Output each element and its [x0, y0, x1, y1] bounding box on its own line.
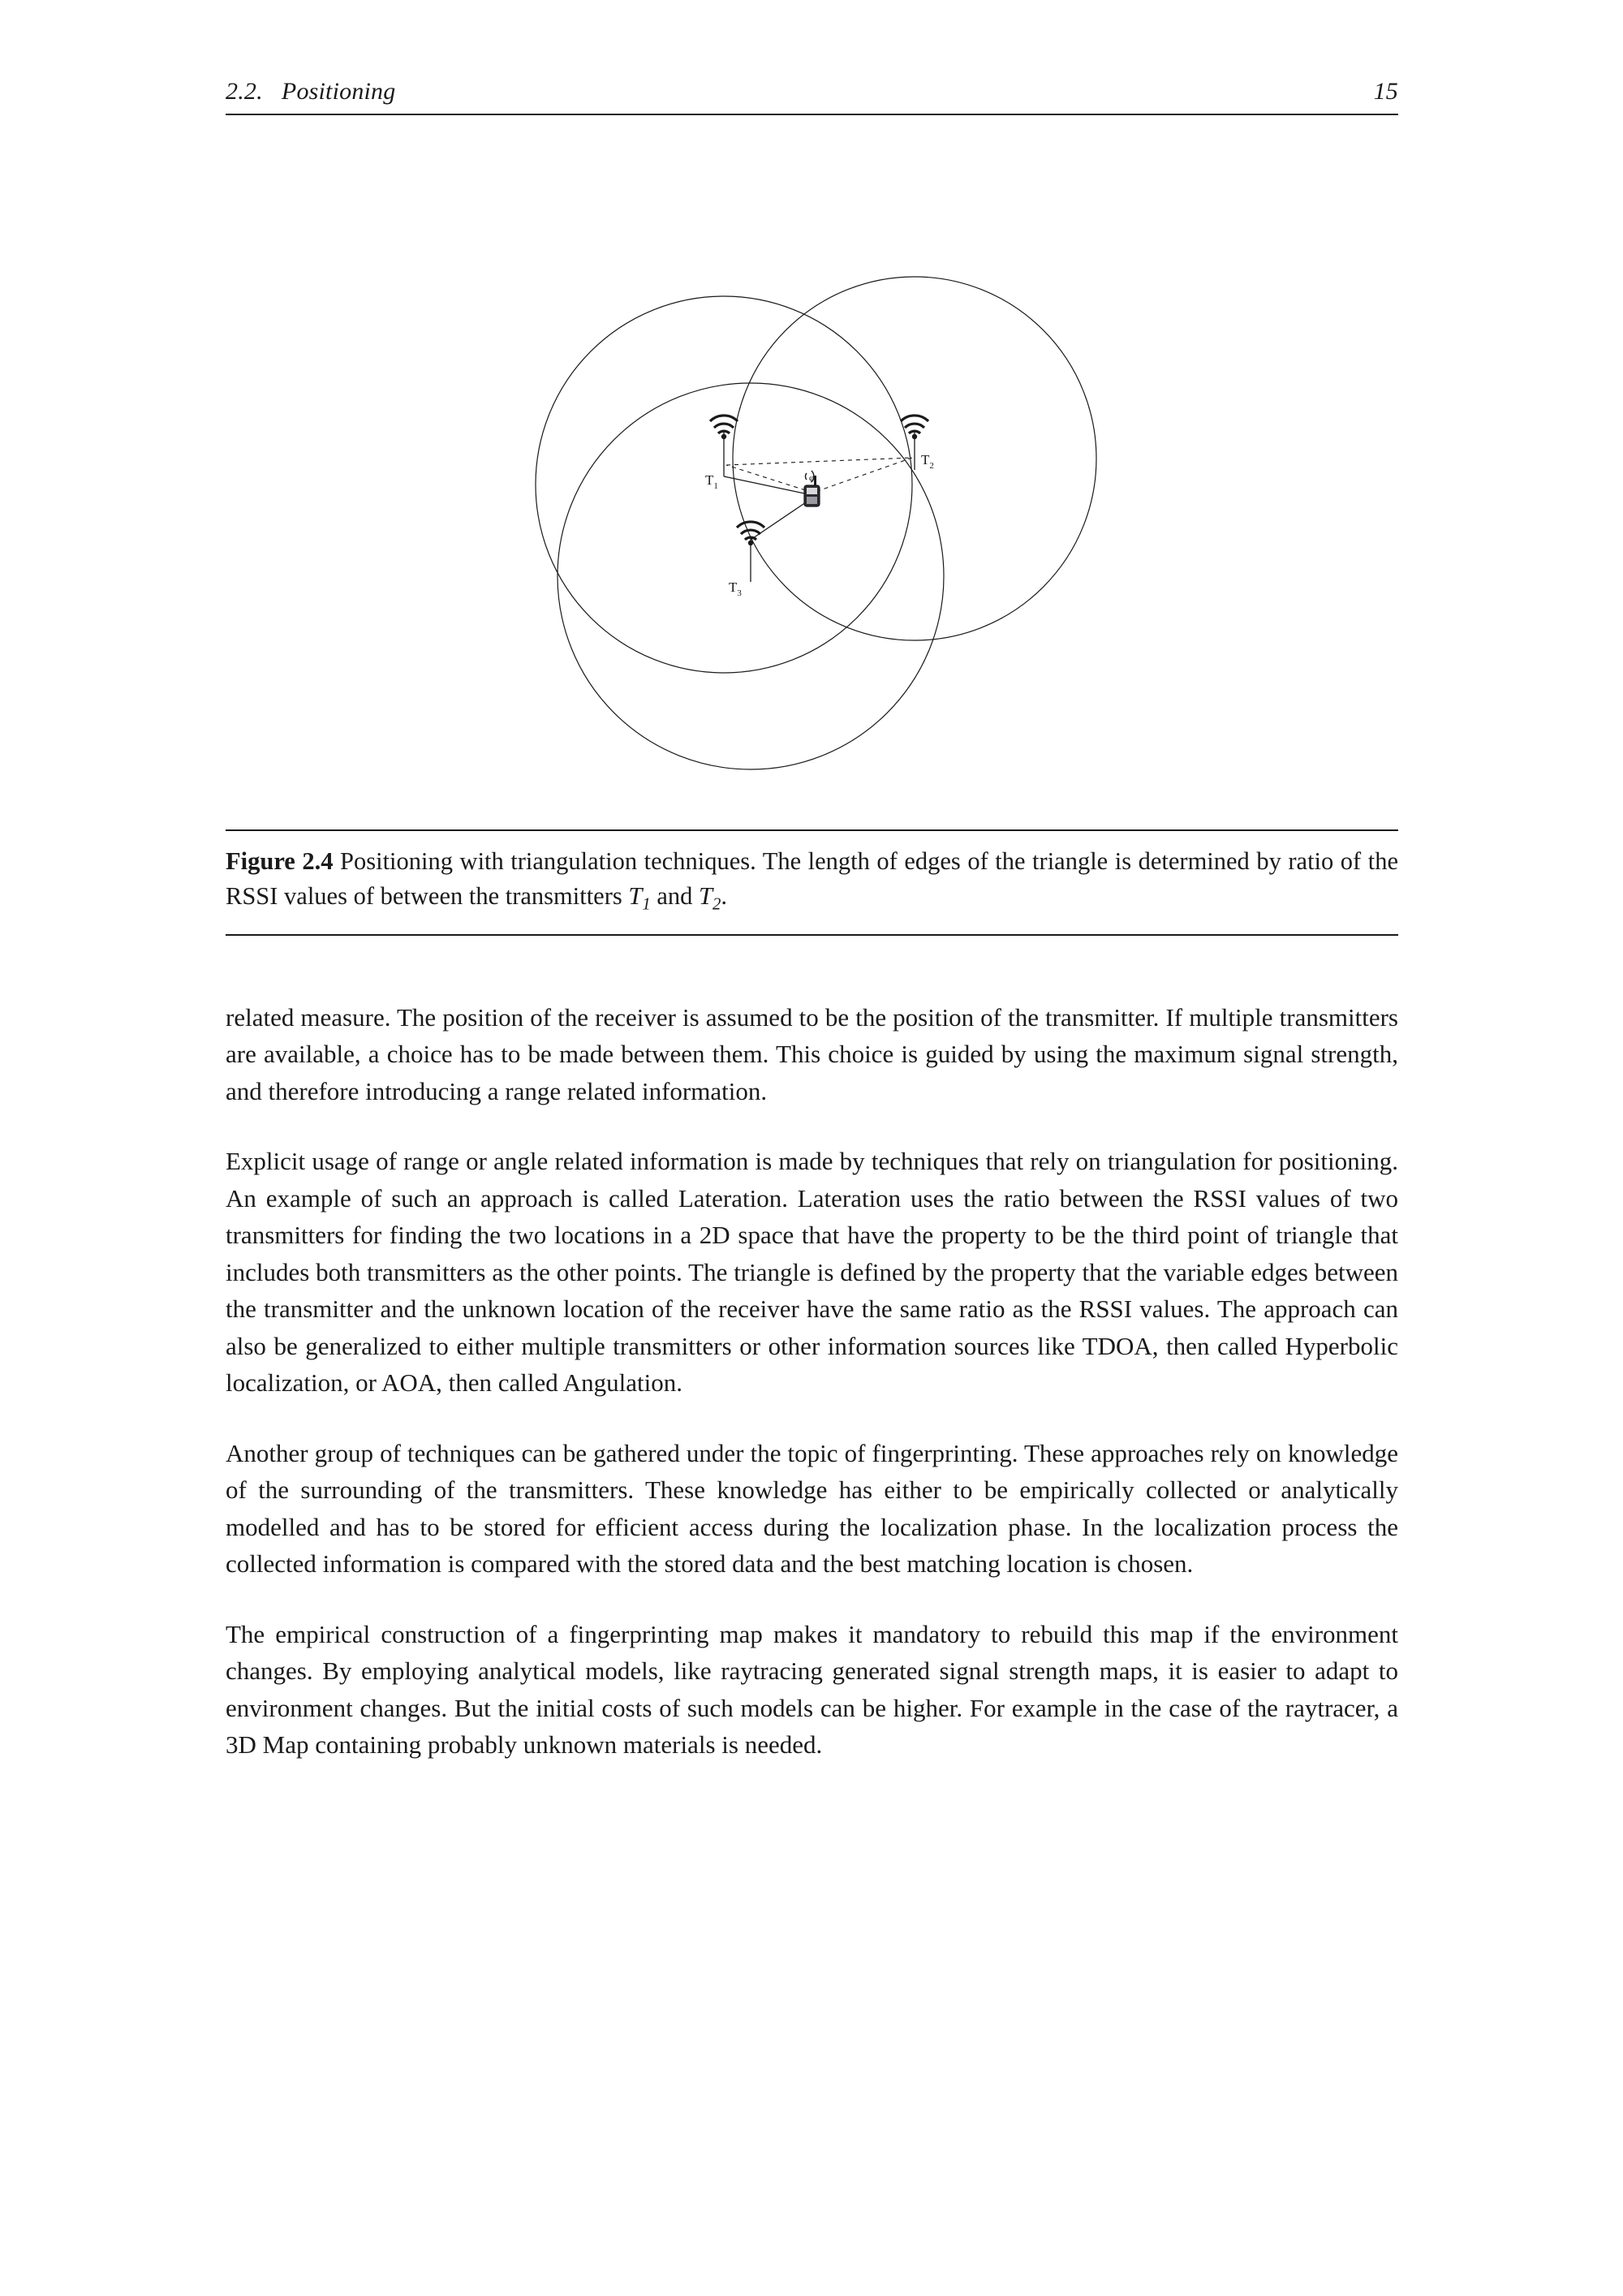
figure-caption-math-t1: T: [628, 882, 643, 910]
paragraph-3: Another group of techniques can be gathered under the topic of fingerprinting. These approaches rely on knowledge of the surrounding of the transmitters. These knowledge has either to be empirically collected or analytically modelled and has to be stored for efficient access during the localization phase. In the localization process the collected information is compared with the stored data and the best matching location is chosen.: [226, 1438, 1398, 1579]
link-t1-receiver: [724, 476, 808, 494]
figure-caption-math-t1-sub: 1: [642, 895, 651, 914]
figure-2-4: [226, 148, 1398, 936]
running-header: [226, 78, 1398, 106]
header-rule: [226, 114, 1398, 115]
paragraph-2: Explicit usage of range or angle related information is made by techniques that rely on triangulation for positioning. An example of such an approach is called Lateration. Lateration uses the ratio between the RSSI values of two transmitters for finding the two locations in a 2D space that have the property to be the third point of triangle that includes both transmitters as the other points. The triangle is defined by the property that the variable edges between the transmitter and the unknown location of the receiver have the same ratio as the RSSI values. The approach can also be generalized to either multiple transmitters or other information sources like TDOA, then called Hyperbolic localization, or AOA, then called Angulation.: [226, 1147, 1398, 1398]
figure-caption-text-1: Positioning with triangulation techniques. The length of edges of the triangle is determined by ratio of the RSSI values of between the transmitters: [226, 847, 1398, 910]
edge-receiver-t1: [726, 465, 813, 493]
paragraph-4: The empirical construction of a fingerprinting map makes it mandatory to rebuild this map if the environment changes. By employing analytical models, like raytracing generated signal strength maps, it is easier to adapt to environment changes. But the initial costs of such models can be higher. For example in the case of the raytracer, a 3D Map containing probably unknown materials is needed.: [226, 1619, 1398, 1760]
body-text: [226, 999, 1398, 1764]
transmitter-t2-label: $T_2$: [920, 452, 934, 471]
page-content: [226, 78, 1398, 1764]
figure-rule-bottom: [226, 934, 1398, 936]
transmitter-t1-label: $T_1$: [704, 472, 718, 491]
figure-diagram: [226, 148, 1398, 821]
figure-caption-math-t2: T: [699, 882, 712, 910]
edge-t1-t2: [726, 458, 912, 465]
header-page-number: 15: [1373, 78, 1398, 105]
transmitter-t2-icon: [901, 416, 928, 439]
figure-caption-label: Figure 2.4: [226, 847, 334, 875]
figure-caption: [226, 844, 1398, 923]
figure-rule-top: [226, 829, 1398, 831]
header-section-number: 2.2.: [226, 78, 263, 105]
edge-t2-receiver: [813, 458, 912, 493]
paragraph-1: related measure. The position of the receiver is assumed to be the position of the transmitter. If multiple transmitters are available, a choice has to be made between them. This choice is guided by using the maximum signal strength, and therefore introducing a range related information.: [226, 1002, 1398, 1105]
transmitter-t3-icon: [737, 522, 764, 545]
coverage-circle-t1: [536, 296, 912, 673]
figure-caption-text-2: and: [650, 882, 700, 910]
header-section: [226, 78, 395, 106]
solid-links: [724, 432, 915, 582]
receiver-device-icon: [804, 471, 820, 506]
svg-text:φ: φ: [808, 473, 814, 483]
triangulation-diagram-svg: [366, 148, 1259, 821]
header-section-title: Positioning: [281, 78, 396, 105]
figure-caption-text-3: .: [721, 882, 727, 910]
transmitter-t3-label: $T_3$: [728, 579, 742, 598]
transmitter-t1-icon: [710, 416, 738, 439]
figure-caption-math-t2-sub: 2: [712, 895, 721, 914]
